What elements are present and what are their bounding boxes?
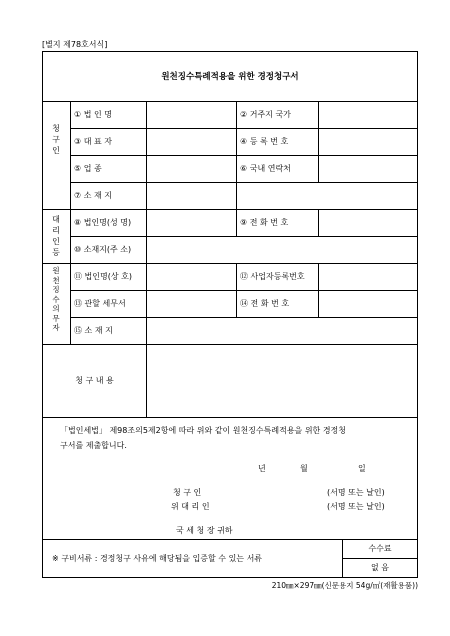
col-divider <box>236 209 237 236</box>
statement-line-1: 「법인세법」 제98조의5제2항에 따라 위와 같이 원천징수특례적용을 위한 경정청 <box>60 426 346 435</box>
statement-line-2: 구서를 제출합니다. <box>60 441 127 450</box>
field-label-business-reg-number: ⑫ 사업자등록번호 <box>240 272 305 281</box>
section-label-withholder: 원 천 징 수 의 무 자 <box>52 266 60 332</box>
addressee: 국 세 청 장 귀하 <box>176 526 233 535</box>
section-label-agent: 대 리 인 등 <box>52 215 60 257</box>
attachments-note: ※ 구비서류 : 경정청구 사유에 해당됨을 입증할 수 있는 서류 <box>52 554 263 563</box>
form-id: [별지 제78호서식] <box>42 40 108 49</box>
divider-section <box>42 417 418 418</box>
fee-value: 없 음 <box>371 563 389 572</box>
section-label-claimant: 청 구 인 <box>52 124 60 155</box>
field-label-agent-phone: ⑨ 전 화 번 호 <box>240 218 289 227</box>
form-title: 원천징수특례적용을 위한 경정청구서 <box>161 72 299 82</box>
business-type-input[interactable] <box>147 156 235 181</box>
date-year-label: 년 <box>258 464 266 473</box>
field-label-withholder-name: ⑪ 법인명(상 호) <box>74 272 132 281</box>
signer-claimant-signature[interactable]: (서명 또는 날인) <box>327 488 385 497</box>
field-label-corp-name: ① 법 인 명 <box>74 110 112 119</box>
withholder-location-input[interactable] <box>147 318 417 343</box>
date-month-label: 월 <box>300 464 308 473</box>
field-label-business-type: ⑤ 업 종 <box>74 164 102 173</box>
field-label-registration-number: ④ 등 록 번 호 <box>240 137 289 146</box>
withholder-phone-input[interactable] <box>319 291 417 316</box>
divider <box>342 558 418 559</box>
signer-agent-signature[interactable]: (서명 또는 날인) <box>327 502 385 511</box>
agent-phone-input[interactable] <box>319 210 417 235</box>
location-input[interactable] <box>147 183 417 208</box>
date-day-label: 일 <box>358 464 366 473</box>
claim-content-label: 청 구 내 용 <box>75 376 114 385</box>
divider-section <box>42 539 418 540</box>
tax-office-input[interactable] <box>147 291 235 316</box>
col-divider <box>236 263 237 317</box>
agent-name-input[interactable] <box>147 210 235 235</box>
field-label-withholder-phone: ⑭ 전 화 번 호 <box>240 299 290 308</box>
field-label-residence-country: ② 거주지 국가 <box>240 110 291 119</box>
field-label-domestic-contact: ⑥ 국내 연락처 <box>240 164 291 173</box>
claim-content-input[interactable] <box>147 345 417 416</box>
corp-name-input[interactable] <box>147 102 235 127</box>
residence-country-input[interactable] <box>319 102 417 127</box>
field-label-agent-name: ⑧ 법인명(성 명) <box>74 218 132 227</box>
representative-input[interactable] <box>147 129 235 154</box>
signer-agent-label: 위 대 리 인 <box>171 502 210 511</box>
field-label-agent-address: ⑩ 소재지(주 소) <box>74 245 132 254</box>
withholder-name-input[interactable] <box>147 264 235 289</box>
col-divider <box>70 101 71 344</box>
field-label-location: ⑦ 소 재 지 <box>74 191 112 200</box>
registration-number-input[interactable] <box>319 129 417 154</box>
field-label-tax-office: ⑬ 관할 세무서 <box>74 299 126 308</box>
paper-spec: 210㎜×297㎜(신문용지 54g/㎡(재활용품)) <box>271 581 418 590</box>
agent-address-input[interactable] <box>147 237 417 262</box>
fee-label: 수수료 <box>368 544 392 553</box>
field-label-representative: ③ 대 표 자 <box>74 137 112 146</box>
field-label-withholder-location: ⑮ 소 재 지 <box>74 326 113 335</box>
business-reg-number-input[interactable] <box>319 264 417 289</box>
signer-claimant-label: 청 구 인 <box>173 488 202 497</box>
domestic-contact-input[interactable] <box>319 156 417 181</box>
